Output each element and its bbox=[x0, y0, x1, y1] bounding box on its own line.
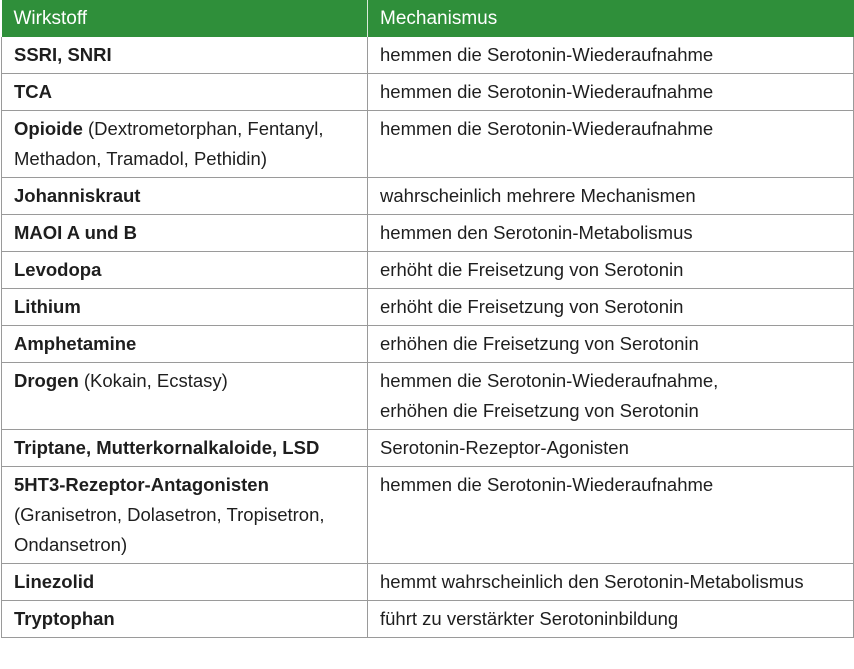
table-row bbox=[2, 178, 854, 215]
mechanismus-text: erhöht die Freisetzung von Serotonin bbox=[380, 296, 684, 317]
header-wirkstoff: Wirkstoff bbox=[2, 0, 368, 37]
header-mechanismus: Mechanismus bbox=[368, 0, 854, 37]
wirkstoff-cell bbox=[2, 74, 368, 111]
mechanismus-cell bbox=[368, 215, 854, 252]
mechanismus-text: hemmen die Serotonin-Wiederaufnahme bbox=[380, 44, 714, 65]
wirkstoff-cell bbox=[2, 363, 368, 430]
mechanismus-text: Serotonin-Rezeptor-Agonisten bbox=[380, 437, 629, 458]
mechanismus-text: hemmen die Serotonin-Wiederaufnahme, bbox=[380, 370, 719, 391]
wirkstoff-cell bbox=[2, 111, 368, 178]
mechanismus-cell bbox=[368, 74, 854, 111]
mechanismus-cell bbox=[368, 564, 854, 601]
table-row bbox=[2, 564, 854, 601]
table-row bbox=[2, 37, 854, 74]
mechanismus-cell bbox=[368, 601, 854, 638]
wirkstoff-name: Johanniskraut bbox=[14, 185, 141, 206]
mechanismus-text: führt zu verstärkter Serotoninbildung bbox=[380, 608, 679, 629]
wirkstoff-cell bbox=[2, 178, 368, 215]
wirkstoff-name: Linezolid bbox=[14, 571, 95, 592]
wirkstoff-name: Opioide bbox=[14, 118, 83, 139]
wirkstoff-name: MAOI A und B bbox=[14, 222, 137, 243]
mechanismus-text: erhöhen die Freisetzung von Serotonin bbox=[380, 333, 699, 354]
mechanismus-text: wahrscheinlich mehrere Mechanismen bbox=[380, 185, 696, 206]
mechanismus-cell bbox=[368, 430, 854, 467]
table-row bbox=[2, 215, 854, 252]
wirkstoff-cell bbox=[2, 601, 368, 638]
drug-mechanism-table bbox=[1, 0, 853, 638]
wirkstoff-name: 5HT3-Rezeptor-Antagonisten bbox=[14, 474, 269, 495]
mechanismus-cell bbox=[368, 178, 854, 215]
mechanismus-text: hemmt wahrscheinlich den Serotonin-Metabolismus bbox=[380, 571, 804, 592]
wirkstoff-name: Lithium bbox=[14, 296, 81, 317]
mechanismus-text: hemmen den Serotonin-Metabolismus bbox=[380, 222, 693, 243]
table bbox=[1, 0, 854, 638]
table-row bbox=[2, 601, 854, 638]
mechanismus-text: hemmen die Serotonin-Wiederaufnahme bbox=[380, 118, 714, 139]
wirkstoff-cell bbox=[2, 564, 368, 601]
wirkstoff-cell bbox=[2, 326, 368, 363]
mechanismus-cell bbox=[368, 326, 854, 363]
mechanismus-cell bbox=[368, 252, 854, 289]
table-body bbox=[2, 37, 854, 638]
mechanismus-text: hemmen die Serotonin-Wiederaufnahme bbox=[380, 81, 714, 102]
wirkstoff-cell bbox=[2, 467, 368, 564]
mechanismus-text: erhöht die Freisetzung von Serotonin bbox=[380, 259, 684, 280]
wirkstoff-name: Triptane, Mutterkornalkaloide, LSD bbox=[14, 437, 320, 458]
table-header-row bbox=[2, 0, 854, 37]
wirkstoff-examples: (Granisetron, Dolasetron, Tropisetron, Ondansetron) bbox=[14, 504, 325, 555]
table-row bbox=[2, 289, 854, 326]
wirkstoff-name: TCA bbox=[14, 81, 53, 102]
table-row bbox=[2, 111, 854, 178]
wirkstoff-examples: (Kokain, Ecstasy) bbox=[78, 370, 228, 391]
wirkstoff-name: SSRI, SNRI bbox=[14, 44, 112, 65]
wirkstoff-name: Drogen bbox=[14, 370, 79, 391]
table-row bbox=[2, 252, 854, 289]
wirkstoff-cell bbox=[2, 430, 368, 467]
table-row bbox=[2, 74, 854, 111]
wirkstoff-name: Levodopa bbox=[14, 259, 102, 280]
wirkstoff-cell bbox=[2, 215, 368, 252]
table-row bbox=[2, 363, 854, 430]
mechanismus-text: erhöhen die Freisetzung von Serotonin bbox=[380, 400, 699, 421]
wirkstoff-name: Tryptophan bbox=[14, 608, 115, 629]
table-row bbox=[2, 430, 854, 467]
mechanismus-cell bbox=[368, 111, 854, 178]
wirkstoff-name: Amphetamine bbox=[14, 333, 137, 354]
mechanismus-cell bbox=[368, 467, 854, 564]
mechanismus-cell bbox=[368, 289, 854, 326]
mechanismus-text: hemmen die Serotonin-Wiederaufnahme bbox=[380, 474, 714, 495]
table-row bbox=[2, 326, 854, 363]
mechanismus-cell bbox=[368, 37, 854, 74]
table-row bbox=[2, 467, 854, 564]
wirkstoff-cell bbox=[2, 37, 368, 74]
wirkstoff-cell bbox=[2, 289, 368, 326]
wirkstoff-examples: (Dextrometorphan, Fentanyl, Methadon, Tramadol, Pethidin) bbox=[14, 118, 324, 169]
mechanismus-cell bbox=[368, 363, 854, 430]
wirkstoff-cell bbox=[2, 252, 368, 289]
